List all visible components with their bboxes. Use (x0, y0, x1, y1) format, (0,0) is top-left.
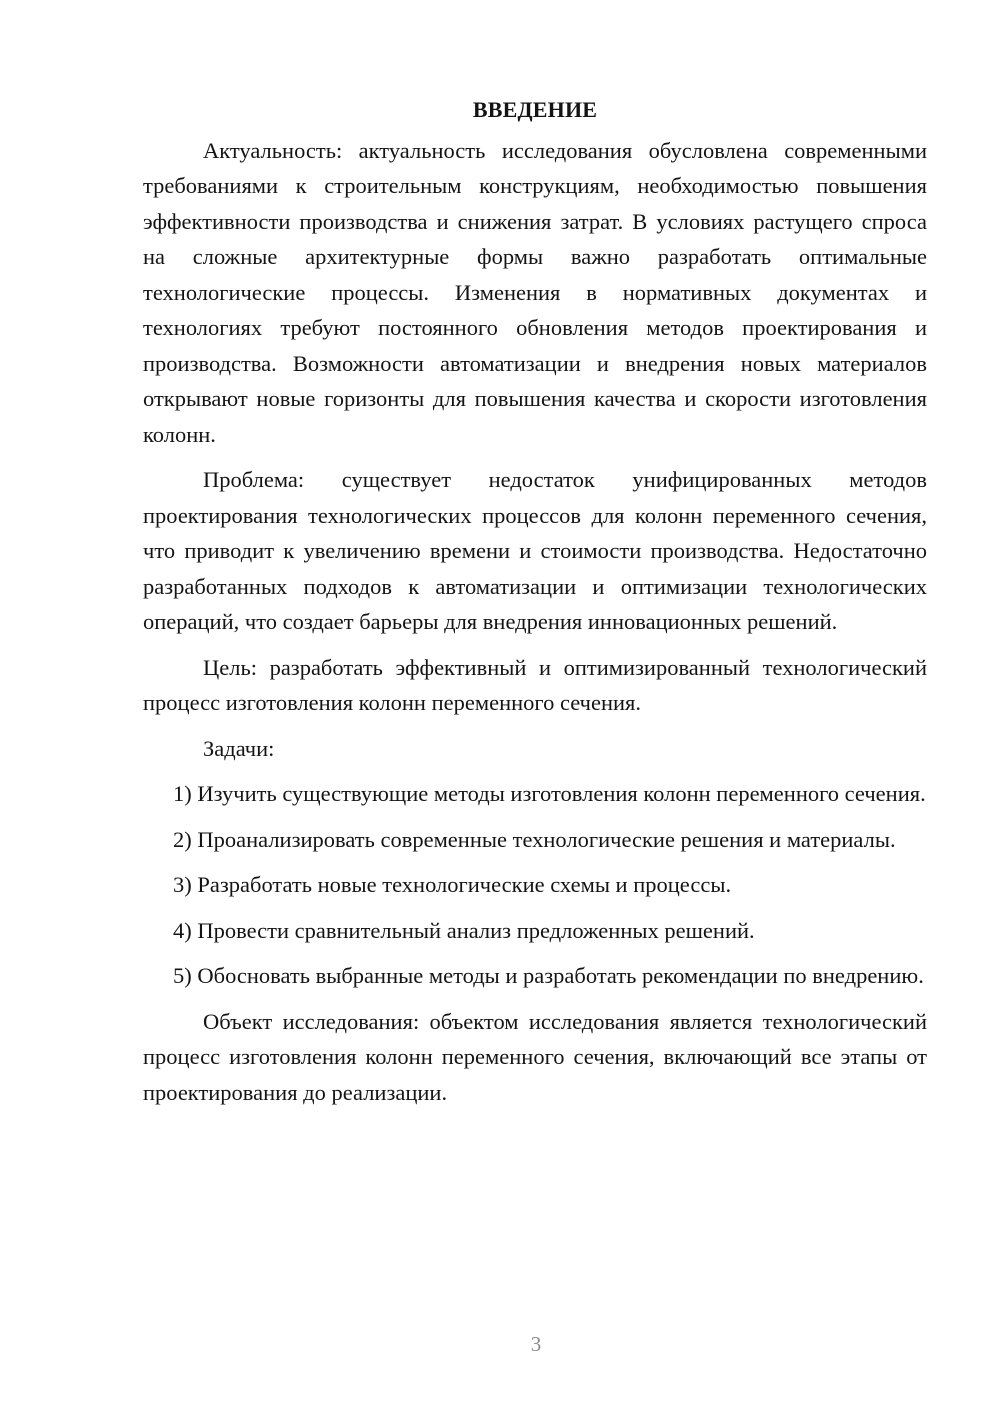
tasks-heading: Задачи: (203, 735, 275, 761)
paragraph-problem: Проблема: существует недостаток унифицированных методов проектирования технологических процессов для колонн переменного сечения, что приводит к увеличению времени и стоимости производства. Недостаточно разработанных подходов к автоматизации и оптимизации технологических операций, что создает барьеры для внедрения инновационных решений. (143, 467, 927, 634)
task-item-4: 4) Провести сравнительный анализ предложенных решений. (173, 917, 755, 943)
page-number: 3 (530, 1332, 542, 1356)
section-title: ВВЕДЕНИЕ (472, 97, 598, 122)
paragraph-goal: Цель: разработать эффективный и оптимизированный технологический процесс изготовления колонн переменного сечения. (143, 654, 927, 715)
document-body (143, 92, 927, 1120)
paragraph-object: Объект исследования: объектом исследования является технологический процесс изготовления колонн переменного сечения, включающий все этапы от проектирования до реализации. (143, 1008, 927, 1105)
tasks-list (143, 776, 927, 994)
task-item-1: 1) Изучить существующие методы изготовления колонн переменного сечения. (173, 781, 926, 806)
paragraph-relevance: Актуальность: актуальность исследования обусловлена современными требованиями к строительным конструкциям, необходимостью повышения эффективности производства и снижения затрат. В условиях растущего спроса на сложные архитектурные формы важно разработать оптимальные технологические процессы. Изменения в нормативных документах и технологиях требуют постоянного обновления методов проектирования и производства. Возможности автоматизации и внедрения новых материалов открывают новые горизонты для повышения качества и скорости изготовления колонн. (143, 137, 927, 447)
task-item-3: 3) Разработать новые технологические схемы и процессы. (173, 872, 732, 897)
task-item-5: 5) Обосновать выбранные методы и разработать рекомендации по внедрению. (173, 963, 924, 988)
task-item-2: 2) Проанализировать современные технологические решения и материалы. (173, 826, 896, 852)
